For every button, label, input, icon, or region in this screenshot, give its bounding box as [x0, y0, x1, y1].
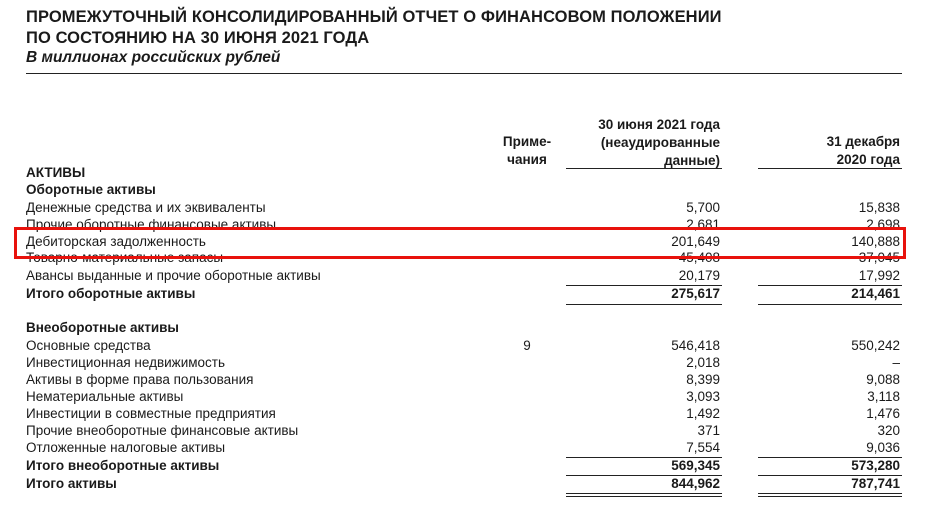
- column-header-2020: 31 декабря 2020 года: [826, 134, 900, 167]
- highlight-box: [14, 227, 906, 259]
- double-rule-2021-b: [566, 496, 722, 497]
- double-rule-2020-b: [758, 496, 902, 497]
- noncurrent-assets-total-row: Итого внеоборотные активы 569,345 573,280: [26, 458, 900, 473]
- report-title-line-2: ПО СОСТОЯНИЮ НА 30 ИЮНЯ 2021 ГОДА: [26, 29, 370, 47]
- total-rule-2021: [566, 304, 722, 305]
- table-row: Нематериальные активы 3,093 3,118: [26, 389, 900, 404]
- column-header-2021: 30 июня 2021 года (неаудированные данные): [598, 117, 720, 168]
- table-row: Денежные средства и их эквиваленты 5,700 15,838: [26, 200, 900, 215]
- report-title-line-1: ПРОМЕЖУТОЧНЫЙ КОНСОЛИДИРОВАННЫЙ ОТЧЕТ О ФИНАНСОВОМ ПОЛОЖЕНИИ: [26, 8, 722, 26]
- current-assets-total-row: Итого оборотные активы 275,617 214,461: [26, 286, 900, 301]
- table-row-highlighted: Дебиторская задолженность 201,649 140,888: [26, 234, 900, 249]
- column-header-notes: Приме- чания: [502, 134, 552, 167]
- table-row: Авансы выданные и прочие оборотные активы 20,179 17,992: [26, 268, 900, 283]
- table-row: Прочие внеоборотные финансовые активы 371 320: [26, 423, 900, 438]
- report-subtitle: В миллионах российских рублей: [26, 49, 281, 66]
- section-assets: АКТИВЫ: [26, 165, 86, 180]
- table-row: Активы в форме права пользования 8,399 9,088: [26, 372, 900, 387]
- double-rule-2021-a: [566, 493, 722, 494]
- section-current-assets: Оборотные активы: [26, 182, 156, 197]
- table-row: Прочие оборотные финансовые активы 2,681 2,698: [26, 217, 900, 232]
- table-row: Инвестиции в совместные предприятия 1,492 1,476: [26, 406, 900, 421]
- section-noncurrent-assets: Внеоборотные активы: [26, 320, 179, 335]
- table-row: Инвестиционная недвижимость 2,018 –: [26, 355, 900, 370]
- double-rule-2020-a: [758, 493, 902, 494]
- table-row: Отложенные налоговые активы 7,554 9,036: [26, 440, 900, 455]
- header-rule: [26, 73, 902, 74]
- table-row: Товарно-материальные запасы 45,408 37,045: [26, 250, 900, 265]
- total-assets-row: Итого активы 844,962 787,741: [26, 476, 900, 491]
- total-rule-2020: [758, 304, 902, 305]
- table-row: Основные средства 9 546,418 550,242: [26, 338, 900, 353]
